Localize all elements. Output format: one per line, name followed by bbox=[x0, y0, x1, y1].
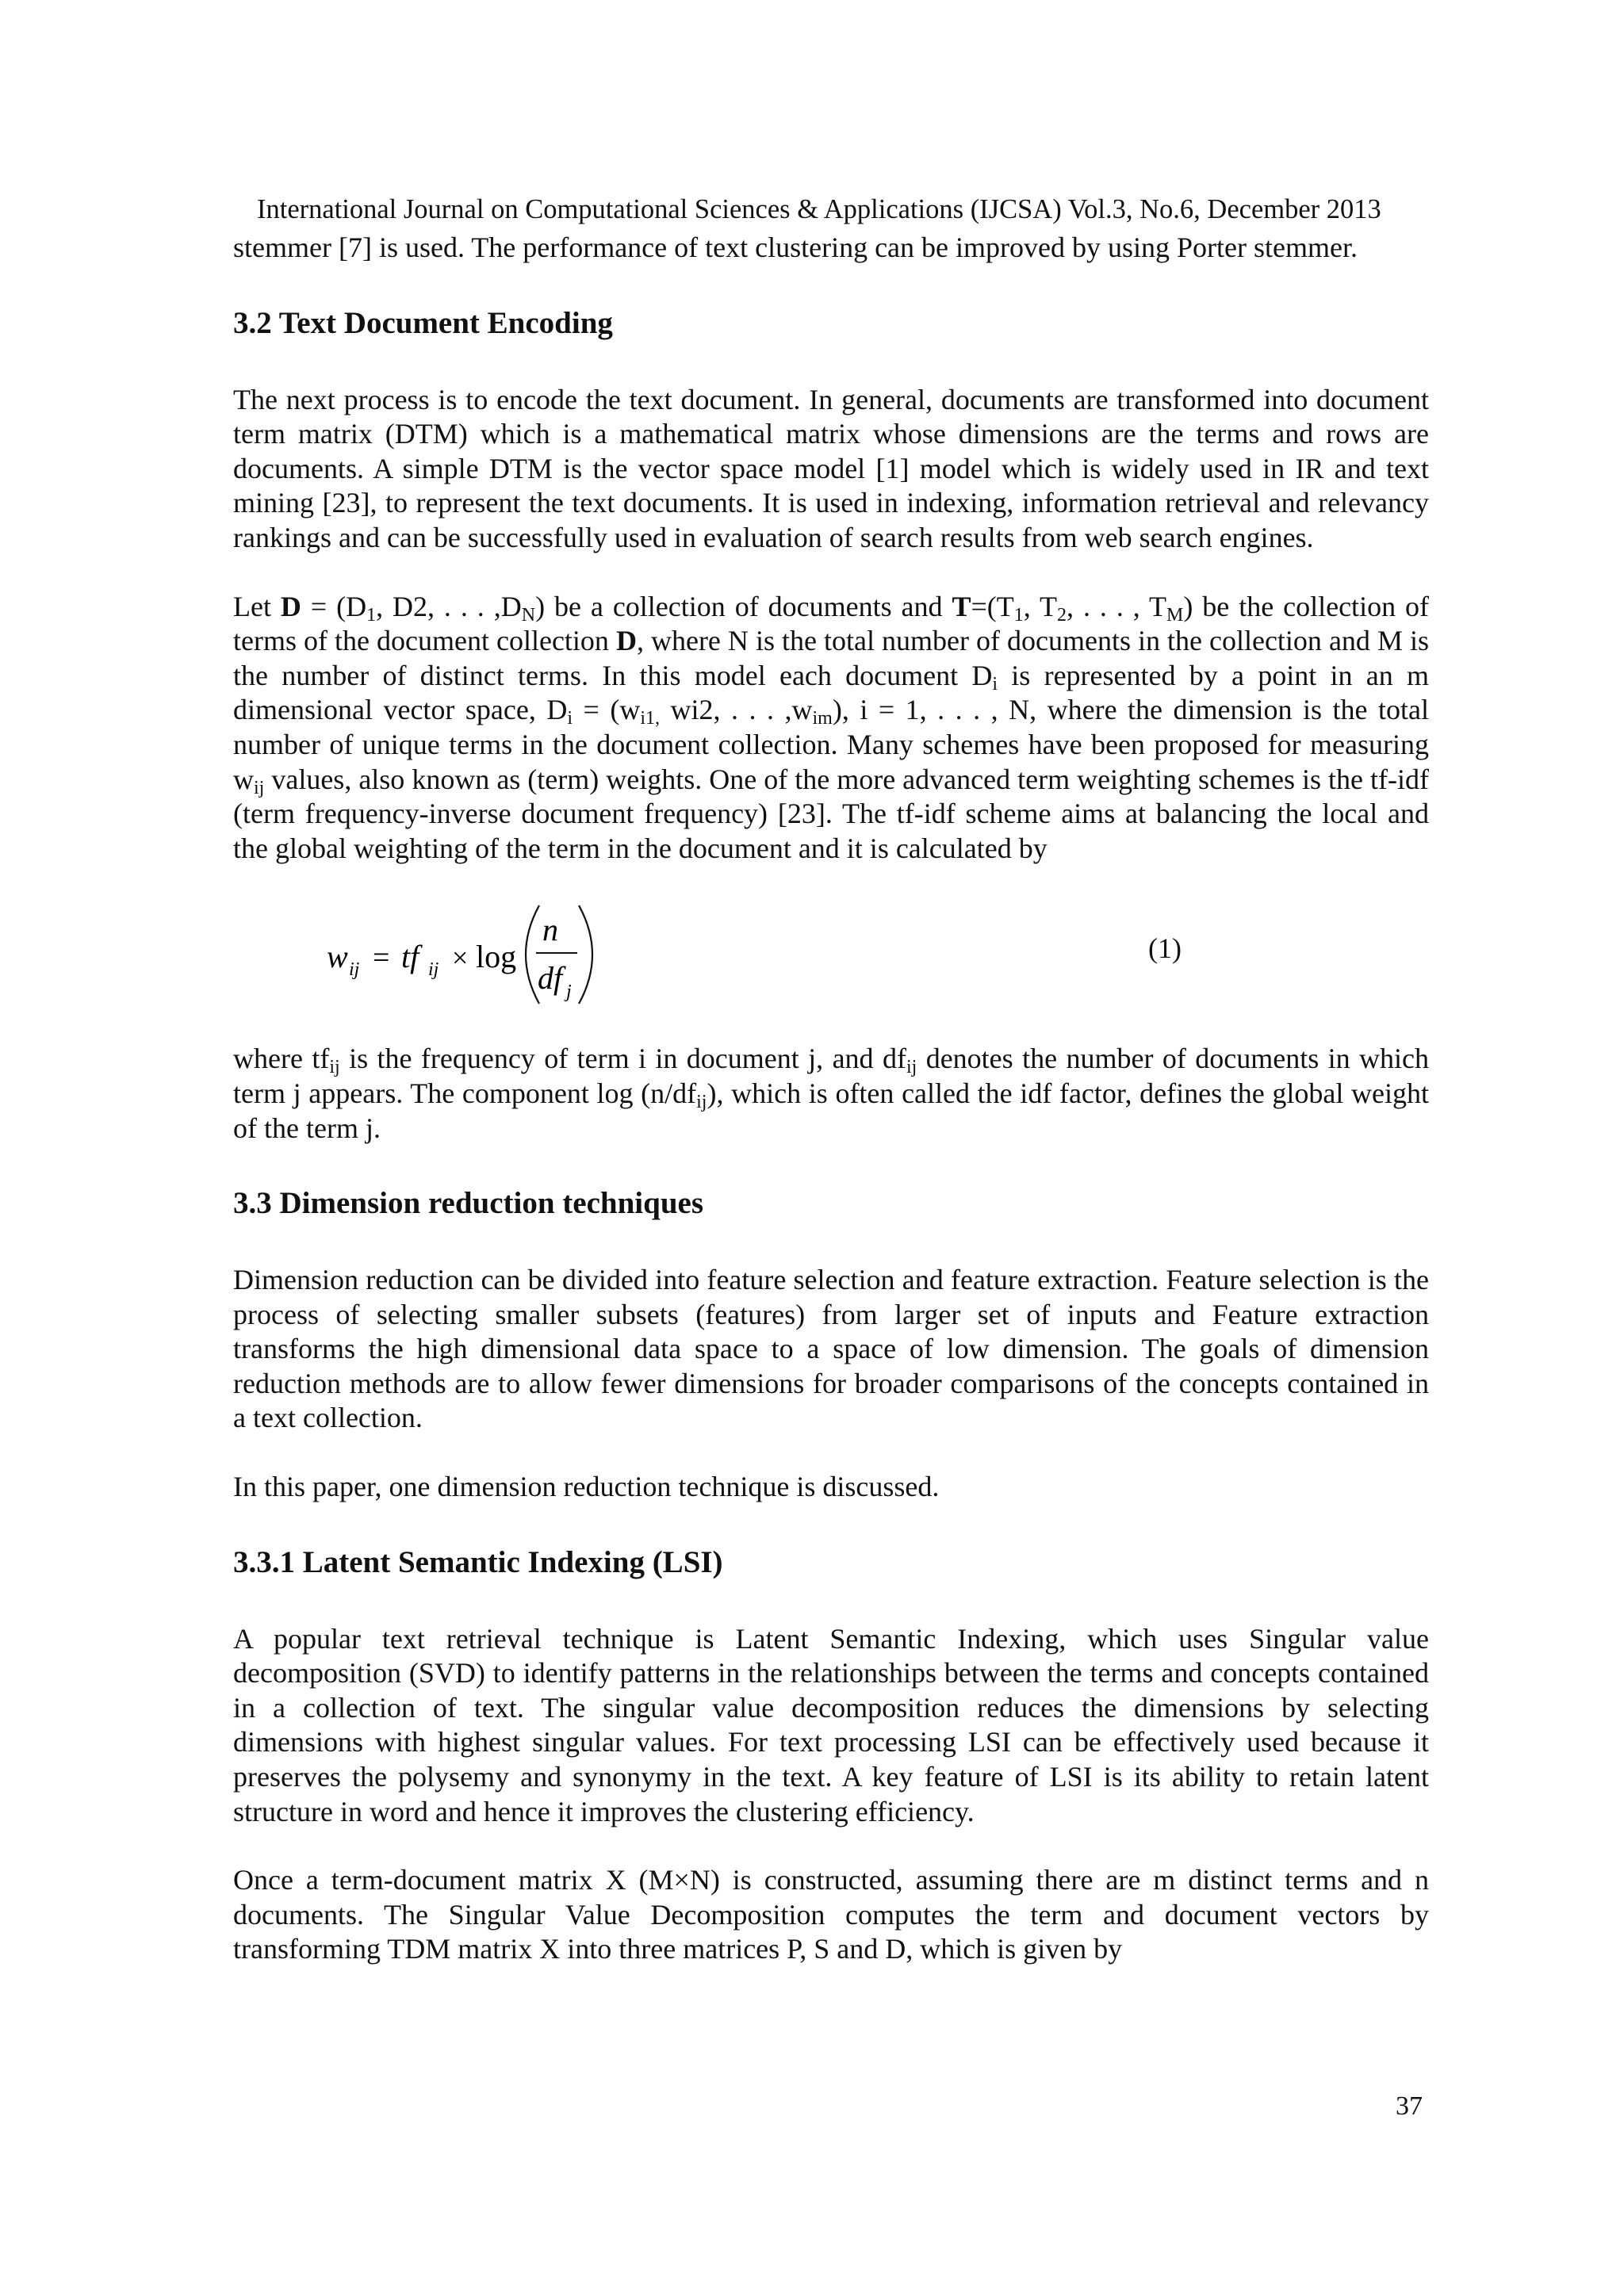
equation-1 bbox=[233, 899, 1429, 1010]
page-content bbox=[233, 231, 1429, 1967]
equation-number: (1) bbox=[1148, 932, 1182, 965]
formula-tf: tf bbox=[401, 939, 419, 975]
right-parenthesis bbox=[579, 905, 592, 1004]
intro-paragraph: stemmer [7] is used. The performance of text clustering can be improved by using Porter stemmer. bbox=[233, 232, 1358, 263]
formula-denominator-subscript: j bbox=[566, 982, 572, 1003]
formula-numerator: n bbox=[542, 912, 558, 948]
running-header: International Journal on Computational Sciences & Applications (IJCSA) Vol.3, No.6, December 2013 bbox=[257, 194, 1381, 224]
technique-discussed-paragraph: In this paper, one dimension reduction technique is discussed. bbox=[233, 1471, 940, 1503]
section-heading-3-2: 3.2 Text Document Encoding bbox=[233, 305, 613, 340]
vector-space-paragraph: Let $D = (D_1$, D2, . . . $,D_N$) be a collection of documents and $T=(T_1$, $T_2$, . . . , $T_M$) be the collection of terms of the document collection D, where N is the total number of documents in the collection and M is the number of distinct terms. In this model each document $D_i$ is represented by a point in an m dimensional vector space, $D_i = (w_{i1,}$ wi2, . . . $,w_{im}$), i = 1, . . . , N, where the dimension is the total number of unique terms in the document collection. Many schemes have been proposed for measuring $w_{ij}$ values, also known as (term) weights. One of the more advanced term weighting schemes is the tf-idf (term frequency-inverse document frequency) [23]. The tf-idf scheme aims at balancing the local and the global weighting of the term in the document and it is calculated by bbox=[233, 590, 1430, 864]
svd-paragraph: Once a term-document matrix X (M×N) is constructed, assuming there are m distinct terms and n documents. The Singular Value Decomposition computes the term and document vectors by transforming TDM matrix X into three matrices P, S and D, which is given by bbox=[233, 1864, 1429, 1965]
formula-denominator: df bbox=[538, 960, 563, 997]
dimension-reduction-paragraph: Dimension reduction can be divided into feature selection and feature extraction. Feature selection is the process of selecting smaller subsets (features) from larger set of inputs and Feature extraction transforms the high dimensional data space to a space of low dimension. The goals of dimension reduction methods are to allow fewer dimensions for broader comparisons of the concepts contained in a text collection. bbox=[233, 1264, 1429, 1434]
formula-times: × bbox=[452, 942, 469, 974]
formula-w: w bbox=[327, 939, 348, 975]
encoding-paragraph: The next process is to encode the text document. In general, documents are transformed into document term matrix (DTM) which is a mathematical matrix whose dimensions are the terms and rows are documents. A simple DTM is the vector space model [1] model which is widely used in IR and text mining [23], to represent the text documents. It is used in indexing, information retrieval and relevancy rankings and can be successfully used in evaluation of search results from web search engines. bbox=[233, 383, 1429, 553]
section-heading-3-3-1: 3.3.1 Latent Semantic Indexing (LSI) bbox=[233, 1544, 723, 1579]
lsi-paragraph: A popular text retrieval technique is Latent Semantic Indexing, which uses Singular value decomposition (SVD) to identify patterns in the relationships between the terms and concepts contained in a collection of text. The singular value decomposition reduces the dimensions by selecting dimensions with highest singular values. For text processing LSI can be effectively used because it preserves the polysemy and synonymy in the text. A key feature of LSI is its ability to retain latent structure in word and hence it improves the clustering efficiency. bbox=[233, 1622, 1429, 1827]
tf-idf-formula bbox=[327, 899, 596, 1010]
section-heading-3-3: 3.3 Dimension reduction techniques bbox=[233, 1186, 703, 1221]
tf-idf-explanation-paragraph: where $tf_{ij}$ is the frequency of term i in document j, and $df_{ij}$ denotes the number of documents in which term j appears. The component $\log (n/df_{ij})$, which is often called the idf factor, defines the global weight of the term j. bbox=[233, 1043, 1429, 1144]
page-number: 37 bbox=[1396, 2091, 1423, 2121]
formula-log: log bbox=[476, 939, 517, 975]
formula-tf-subscript: ij bbox=[428, 959, 439, 981]
formula-w-subscript: ij bbox=[349, 959, 360, 981]
formula-equals: = bbox=[373, 941, 390, 975]
